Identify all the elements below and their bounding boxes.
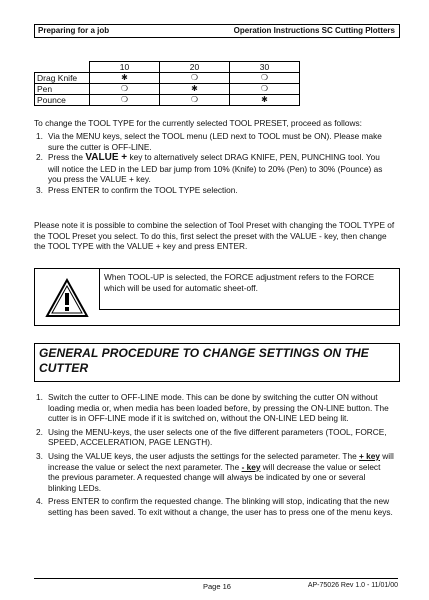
list-item: 1. Switch the cutter to OFF-LINE mode. This can be done by switching the cutter ON without loading media or, when media has been loaded before, by pressing the ON-LINE button. The cutter is in OFF-LINE mode if it is switched on, without the ON-LINE LED being lit. [36,392,389,424]
row-label: Drag Knife [35,73,90,84]
page-number: Page 16 [203,582,231,591]
revision-info: AP-75026 Rev 1.0 - 11/01/00 [307,582,398,589]
warning-text: When TOOL-UP is selected, the FORCE adjustment refers to the FORCE which will be used for automatic sheet-off. [99,269,400,310]
tool-type-table [34,61,300,106]
column-header: 30 [230,62,300,73]
section-heading: GENERAL PROCEDURE TO CHANGE SETTINGS ON THE CUTTER [34,343,400,382]
led-on-icon: ✱ [160,84,230,95]
tool-type-steps [34,131,392,196]
value-plus-key-label: VALUE + [85,152,128,164]
list-item: 3. Press ENTER to confirm the TOOL TYPE selection. [36,184,238,195]
header-section-title: Preparing for a job [38,26,110,35]
combine-note-paragraph: Please note it is possible to combine the selection of Tool Preset with changing the TOOL TYPE of the TOOL Preset you select. To do this, first select the preset with the VALUE - key, then change the TOOL TYPE with the VALUE + key and press ENTER. [34,220,395,252]
table-header-row [35,62,300,73]
led-on-icon: ✱ [230,95,300,106]
led-off-icon: ❍ [160,95,230,106]
list-item: 2. Press the VALUE + key to alternatively select DRAG KNIFE, PEN, PUNCHING tool. You will notice the LED in the LED bar jump from 10% (Knife) to 20% (Pen) to 30% (Pounce) as you press the VALUE + key. [36,152,383,185]
footer-divider [34,578,398,579]
column-header: 10 [90,62,160,73]
table-row [35,95,300,106]
intro-paragraph: To change the TOOL TYPE for the currently selected TOOL PRESET, proceed as follows: [34,118,362,128]
row-label: Pounce [35,95,90,106]
plus-key-label: + key [359,450,380,461]
warning-box [34,268,400,326]
led-off-icon: ❍ [90,84,160,95]
led-off-icon: ❍ [90,95,160,106]
led-off-icon: ❍ [160,73,230,84]
column-header: 20 [160,62,230,73]
led-on-icon: ✱ [90,73,160,84]
minus-key-label: - key [241,461,261,472]
table-row [35,73,300,84]
led-off-icon: ❍ [230,73,300,84]
page-header [34,24,400,38]
list-item: 3. Using the VALUE keys, the user adjusts the settings for the selected parameter. The + key will increase the value or select the next parameter. The - key will decrease the value or select the previous parameter. A requested change will always be indicated by one or several blinking LEDs. [36,450,394,493]
table-row [35,84,300,95]
list-item: 2. Using the MENU-keys, the user selects one of the five different parameters (TOOL, FORCE, SPEED, ACCELERATION, PAGE LENGTH). [36,426,387,448]
list-item: 4. Press ENTER to confirm the requested change. The blinking will stop, indicating that the new setting has been saved. To exit without a change, the user has to press one of the menu keys. [36,496,393,517]
row-label: Pen [35,84,90,95]
led-off-icon: ❍ [230,84,300,95]
procedure-steps [34,392,394,518]
list-item: 1. Via the MENU keys, select the TOOL menu (LED next to TOOL must be ON). Please make sure the cutter is OFF-LINE. [36,131,382,152]
header-manual-title: Operation Instructions SC Cutting Plotters [233,26,395,35]
warning-icon [35,269,99,325]
